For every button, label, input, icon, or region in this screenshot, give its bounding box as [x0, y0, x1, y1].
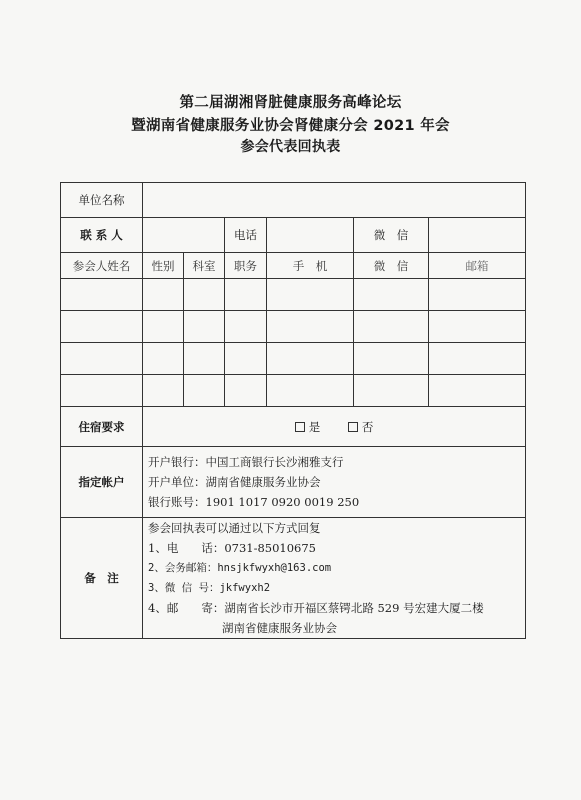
- bank-label: 指定帐户: [61, 447, 143, 518]
- lodging-yes-label: 是: [308, 419, 321, 434]
- contact-input-cell[interactable]: [143, 218, 225, 253]
- phone-input-cell[interactable]: [267, 218, 354, 253]
- remark-email: 2、会务邮箱：hnsjkfwyxh@163.com: [148, 562, 332, 574]
- contact-row: [61, 218, 526, 253]
- lodging-label: 住宿要求: [61, 407, 143, 447]
- remark-row: [61, 518, 526, 639]
- header-position: 职务: [225, 253, 267, 279]
- form-title: 参会代表回执表: [240, 139, 341, 155]
- bank-row: [61, 447, 526, 518]
- attendee-row: [61, 311, 526, 343]
- registration-form-table: [60, 182, 526, 639]
- header-name: 参会人姓名: [61, 253, 143, 279]
- unit-row: [61, 183, 526, 218]
- checkbox-icon[interactable]: [348, 422, 358, 432]
- remark-phone: 1、电 话：0731-85010675: [148, 541, 317, 555]
- unit-input-cell[interactable]: [143, 183, 526, 218]
- phone-label: 电话: [225, 218, 267, 253]
- document-subtitle: 暨湖南省健康服务业协会肾健康分会 2021 年会: [131, 118, 450, 134]
- header-gender: 性别: [143, 253, 184, 279]
- remark-wechat: 3、微 信 号：jkfwyxh2: [148, 582, 271, 594]
- document-title: 第二届湖湘肾脏健康服务高峰论坛: [179, 95, 402, 111]
- bank-name-line: 开户银行：中国工商银行长沙湘雅支行: [148, 455, 344, 469]
- lodging-no-option[interactable]: [348, 419, 374, 435]
- unit-label: 单位名称: [61, 183, 143, 218]
- attendee-row: [61, 375, 526, 407]
- attendee-header-row: [61, 253, 526, 279]
- header-mobile: 手 机: [267, 253, 354, 279]
- remark-mail-address: 4、邮 寄：湖南省长沙市开福区蔡锷北路 529 号宏建大厦二楼: [148, 601, 484, 615]
- lodging-no-label: 否: [361, 419, 374, 434]
- attendee-row: [61, 279, 526, 311]
- checkbox-icon[interactable]: [295, 422, 305, 432]
- header-wechat: 微 信: [354, 253, 429, 279]
- header-department: 科室: [184, 253, 225, 279]
- remark-info: [143, 518, 526, 639]
- wechat-label: 微 信: [354, 218, 429, 253]
- lodging-options: [143, 407, 526, 447]
- lodging-yes-option[interactable]: [295, 419, 321, 435]
- lodging-row: [61, 407, 526, 447]
- bank-account-line: 银行账号：1901 1017 0920 0019 250: [148, 495, 360, 509]
- header-email: 邮箱: [429, 253, 526, 279]
- wechat-input-cell[interactable]: [429, 218, 526, 253]
- contact-label: 联 系 人: [61, 218, 143, 253]
- bank-unit-line: 开户单位：湖南省健康服务业协会: [148, 475, 321, 489]
- attendee-row: [61, 343, 526, 375]
- remark-label: 备 注: [61, 518, 143, 639]
- bank-info: [143, 447, 526, 518]
- remark-mail-recipient: 湖南省健康服务业协会: [222, 621, 337, 635]
- remark-intro: 参会回执表可以通过以下方式回复: [148, 521, 321, 535]
